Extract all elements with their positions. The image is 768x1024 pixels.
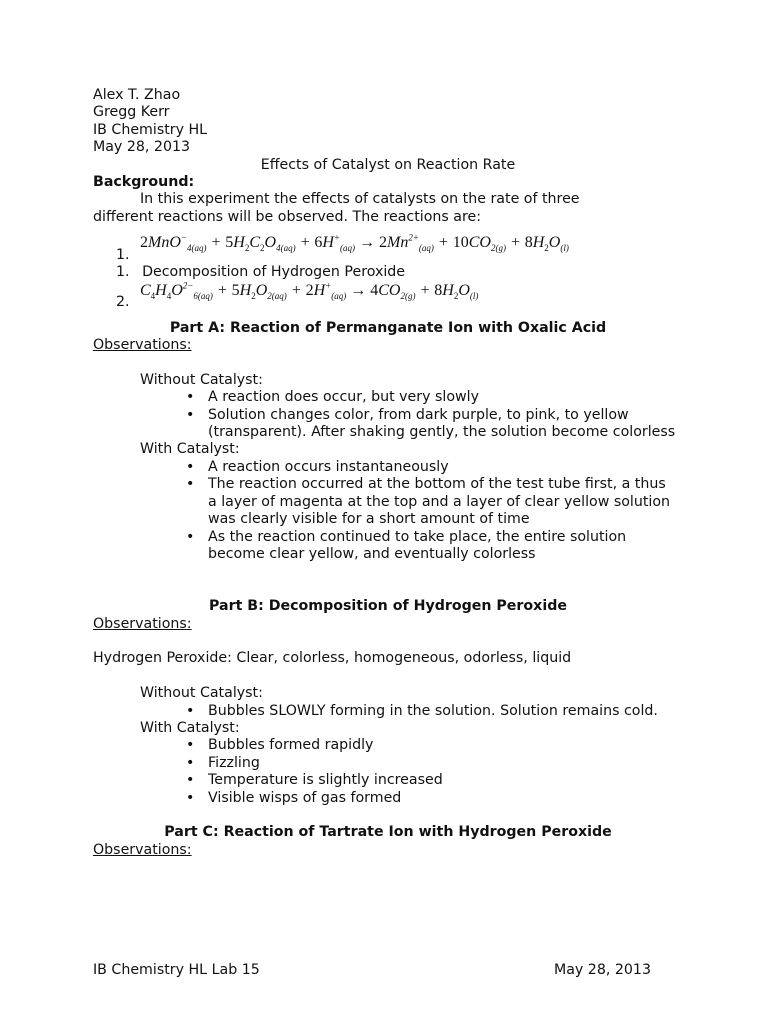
author-name: Alex T. Zhao	[93, 87, 181, 103]
reaction-3-number: 2.	[116, 294, 130, 311]
part-b-with-label: With Catalyst:	[140, 719, 240, 736]
teacher-name: Gregg Kerr	[93, 104, 170, 121]
list-item: • Fizzling	[208, 755, 678, 772]
part-c-heading: Part C: Reaction of Tartrate Ion with Hydrogen Peroxide	[164, 824, 612, 841]
part-a-with-list	[93, 459, 683, 563]
reaction-2	[93, 264, 683, 281]
list-item: • Temperature is slightly increased	[208, 772, 678, 789]
background-text-line2: different reactions will be observed. The reactions are:	[93, 208, 482, 225]
document-page	[93, 87, 683, 859]
page-footer	[93, 962, 651, 979]
course-name: IB Chemistry HL	[93, 121, 208, 138]
part-b-description: Hydrogen Peroxide: Clear, colorless, homogeneous, odorless, liquid	[93, 650, 572, 667]
reaction-2-number: 1.	[116, 264, 130, 281]
list-item: • Solution changes color, from dark purple, to pink, to yellow (transparent). After shaking gently, the solution become colorless	[208, 407, 678, 442]
background-heading: Background:	[93, 174, 195, 191]
document-title: Effects of Catalyst on Reaction Rate	[260, 156, 516, 173]
list-item: • As the reaction continued to take place, the entire solution become clear yellow, and eventually colorless	[208, 529, 678, 564]
list-item: • A reaction occurs instantaneously	[208, 459, 678, 476]
part-b-without-list	[93, 703, 683, 720]
part-a-without-list	[93, 389, 683, 441]
part-b-heading: Part B: Decomposition of Hydrogen Peroxide	[209, 598, 567, 615]
part-b-with-list	[93, 737, 683, 807]
list-item: • A reaction does occur, but very slowly	[208, 389, 678, 406]
reaction-2-label: Decomposition of Hydrogen Peroxide	[142, 264, 406, 281]
background-text-line1: In this experiment the effects of catalysts on the rate of three	[140, 191, 580, 208]
footer-left: IB Chemistry HL Lab 15	[93, 962, 260, 978]
reaction-3	[93, 282, 683, 312]
part-a-with-label: With Catalyst:	[140, 441, 240, 458]
permanganate-equation: $2MnO^-_{4(aq)} + 5H_2C_2O_{4(aq)} + 6H^+_{(aq)} \to 2Mn^{2+}_{(aq)} + 10CO_{2(g)} + 8H_2O_{(l)}$	[140, 232, 569, 254]
part-b-observations-label: Observations:	[93, 615, 192, 632]
part-a-without-label: Without Catalyst:	[140, 371, 263, 388]
list-item: • The reaction occurred at the bottom of the test tube first, a thus a layer of magenta at the top and a layer of clear yellow solution was clearly visible for a short amount of time	[208, 476, 678, 528]
reaction-1-number: 1.	[116, 246, 130, 263]
footer-date: May 28, 2013	[553, 962, 651, 978]
list-item: • Bubbles formed rapidly	[208, 737, 678, 754]
header-date: May 28, 2013	[93, 139, 191, 156]
list-item: • Bubbles SLOWLY forming in the solution. Solution remains cold.	[208, 703, 678, 720]
part-a-heading: Part A: Reaction of Permanganate Ion with Oxalic Acid	[169, 319, 607, 336]
part-c-observations-label: Observations:	[93, 841, 192, 858]
part-b-without-label: Without Catalyst:	[140, 685, 263, 702]
list-item: • Visible wisps of gas formed	[208, 790, 678, 807]
reaction-1	[93, 234, 683, 264]
tartrate-equation: $C_4H_4O^{2-}_{6(aq)} + 5H_2O_{2(aq)} + 2H^+_{(aq)} \to 4CO_{2(g)} + 8H_2O_{(l)}$	[140, 280, 479, 301]
part-a-observations-label: Observations:	[93, 337, 192, 354]
